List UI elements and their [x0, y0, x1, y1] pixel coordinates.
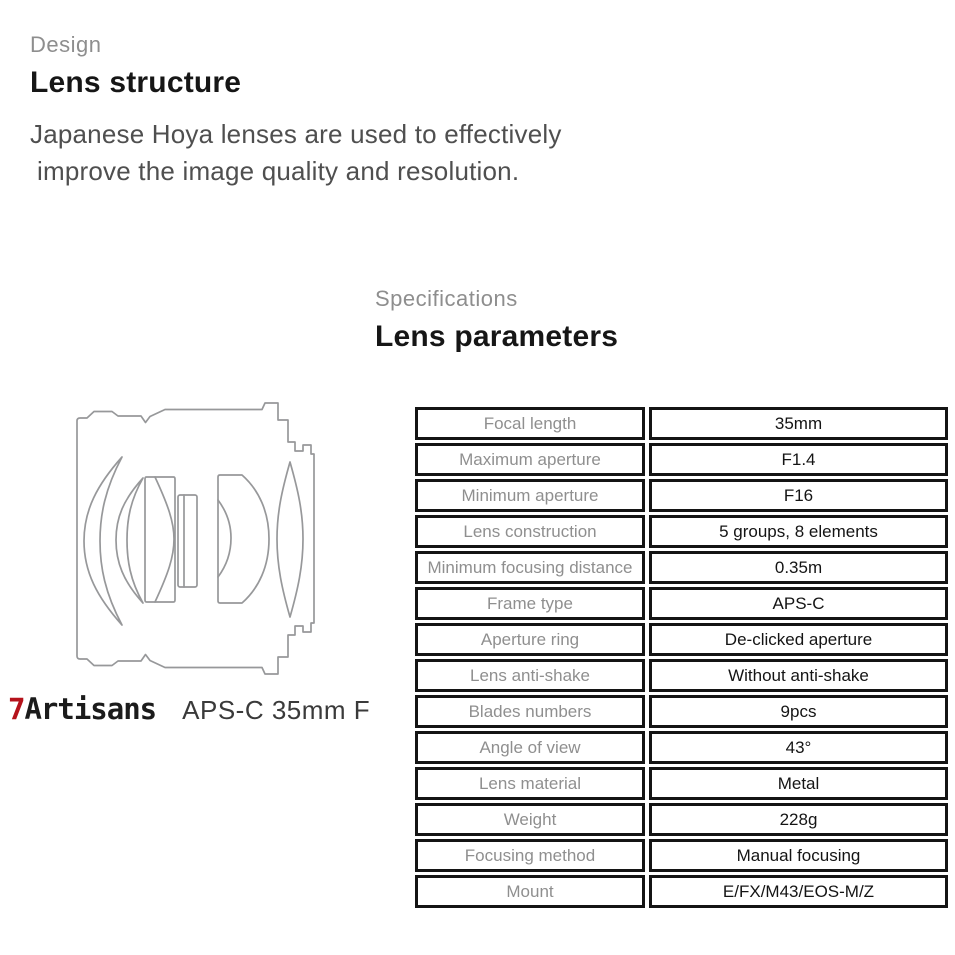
- design-section: [30, 32, 562, 190]
- brand-row: [8, 692, 370, 726]
- spec-row: [415, 443, 948, 476]
- lens-barrel-outline: [77, 403, 314, 674]
- spec-value: De-clicked aperture: [649, 623, 948, 656]
- specifications-title: Lens parameters: [375, 320, 619, 353]
- spec-row: [415, 875, 948, 908]
- spec-row: [415, 515, 948, 548]
- spec-label: Mount: [415, 875, 645, 908]
- design-description: [30, 116, 562, 190]
- spec-table: [415, 407, 948, 911]
- spec-value: Metal: [649, 767, 948, 800]
- spec-label: Minimum focusing distance: [415, 551, 645, 584]
- spec-label: Focusing method: [415, 839, 645, 872]
- lens-element-4: [178, 495, 197, 587]
- spec-label: Weight: [415, 803, 645, 836]
- lens-element-2: [116, 478, 143, 603]
- spec-value: 0.35m: [649, 551, 948, 584]
- lens-element-3-surface: [155, 477, 174, 602]
- spec-row: [415, 479, 948, 512]
- lens-element-6: [277, 462, 303, 617]
- spec-row: [415, 551, 948, 584]
- spec-label: Focal length: [415, 407, 645, 440]
- spec-label: Angle of view: [415, 731, 645, 764]
- spec-row: [415, 587, 948, 620]
- spec-value: 43°: [649, 731, 948, 764]
- design-description-line1: Japanese Hoya lenses are used to effectively: [30, 119, 562, 149]
- design-eyebrow: Design: [30, 32, 102, 57]
- spec-row: [415, 623, 948, 656]
- spec-label: Maximum aperture: [415, 443, 645, 476]
- design-title: Lens structure: [30, 66, 242, 99]
- lens-element-3: [145, 477, 175, 602]
- model-label: APS-C 35mm F: [182, 695, 371, 725]
- spec-value: 228g: [649, 803, 948, 836]
- spec-row: [415, 659, 948, 692]
- spec-row: [415, 731, 948, 764]
- spec-label: Lens construction: [415, 515, 645, 548]
- spec-label: Aperture ring: [415, 623, 645, 656]
- brand-logo: [8, 692, 156, 726]
- lens-element-5: [218, 475, 269, 603]
- spec-value: Manual focusing: [649, 839, 948, 872]
- spec-row: [415, 407, 948, 440]
- spec-value: APS-C: [649, 587, 948, 620]
- spec-value: F1.4: [649, 443, 948, 476]
- design-description-line2: improve the image quality and resolution.: [37, 156, 520, 186]
- spec-value: 5 groups, 8 elements: [649, 515, 948, 548]
- lens-element-5-surface: [218, 500, 231, 577]
- brand-logo-seven: 7: [8, 692, 25, 726]
- spec-value: Without anti-shake: [649, 659, 948, 692]
- spec-label: Lens anti-shake: [415, 659, 645, 692]
- brand-logo-rest: Artisans: [24, 692, 157, 726]
- spec-label: Blades numbers: [415, 695, 645, 728]
- spec-label: Frame type: [415, 587, 645, 620]
- spec-row: [415, 803, 948, 836]
- specifications-section-header: [375, 286, 618, 354]
- spec-label: Lens material: [415, 767, 645, 800]
- spec-label: Minimum aperture: [415, 479, 645, 512]
- spec-row: [415, 767, 948, 800]
- spec-row: [415, 839, 948, 872]
- spec-value: E/FX/M43/EOS-M/Z: [649, 875, 948, 908]
- spec-row: [415, 695, 948, 728]
- spec-value: F16: [649, 479, 948, 512]
- spec-value: 35mm: [649, 407, 948, 440]
- lens-cross-section-diagram: [75, 400, 315, 678]
- lens-diagram-svg: [75, 400, 315, 678]
- specifications-eyebrow: Specifications: [375, 286, 518, 311]
- spec-value: 9pcs: [649, 695, 948, 728]
